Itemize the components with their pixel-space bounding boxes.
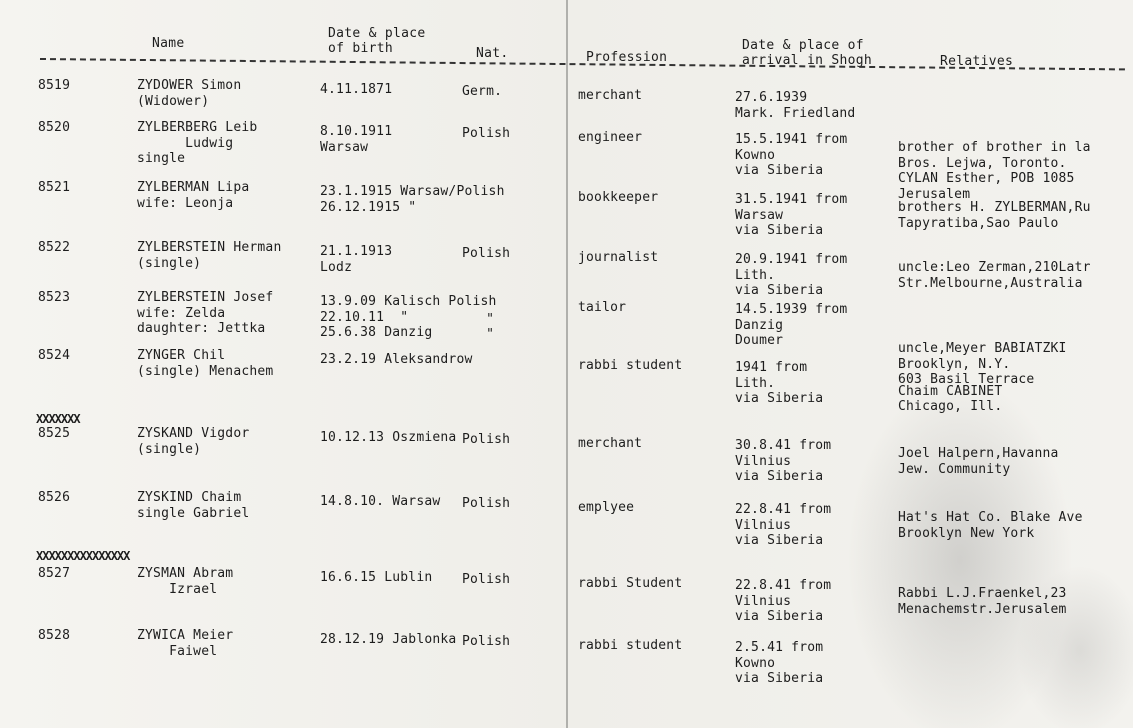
entry-nationality: Polish	[462, 126, 511, 141]
entry-relatives: Joel Halpern,Havanna Jew. Community	[898, 446, 1059, 477]
entry-name: ZYDOWER Simon (Widower)	[137, 78, 242, 109]
entry-number: 8519	[38, 78, 71, 93]
header-nationality: Nat.	[476, 46, 509, 61]
entry-arrival: 2.5.41 from Kowno via Siberia	[735, 640, 824, 686]
entry-number: 8521	[38, 180, 71, 195]
header-date-place-arrival: Date & place of arrival in Shogh	[742, 38, 873, 68]
entry-birth-date-place: 14.8.10. Warsaw	[320, 494, 441, 509]
entry-nationality: Polish	[462, 572, 511, 587]
header-relatives: Relatives	[940, 54, 1014, 69]
entry-profession: rabbi student	[578, 358, 683, 373]
entry-birth-date-place: 16.6.15 Lublin	[320, 570, 433, 585]
entry-profession: rabbi Student	[578, 576, 683, 591]
entry-nationality: " "	[486, 311, 495, 342]
entry-relatives: Rabbi L.J.Fraenkel,23 Menachemstr.Jerusalem	[898, 586, 1067, 617]
entry-profession: journalist	[578, 250, 659, 265]
entry-number: 8525	[38, 426, 71, 441]
entry-relatives: uncle:Leo Zerman,210Latr Str.Melbourne,Australia	[898, 260, 1091, 291]
entry-arrival: 20.9.1941 from Lith. via Siberia	[735, 252, 848, 298]
entry-arrival: 27.6.1939 Mark. Friedland	[735, 90, 856, 121]
entry-name: ZYLBERSTEIN Josef wife: Zelda daughter: Jettka	[137, 290, 274, 336]
header-name: Name	[152, 36, 185, 51]
entry-profession: engineer	[578, 130, 643, 145]
entry-number: 8528	[38, 628, 71, 643]
entry-arrival: 31.5.1941 from Warsaw via Siberia	[735, 192, 848, 238]
entry-arrival: 30.8.41 from Vilnius via Siberia	[735, 438, 832, 484]
entry-arrival: 14.5.1939 from Danzig Doumer	[735, 302, 848, 348]
entry-nationality: Polish	[462, 496, 511, 511]
entry-arrival: 1941 from Lith. via Siberia	[735, 360, 824, 406]
entry-relatives: brother of brother in la Bros. Lejwa, Toronto. CYLAN Esther, POB 1085 Jerusalem	[898, 140, 1091, 202]
entry-profession: bookkeeper	[578, 190, 659, 205]
strikethrough-mark-1: XXXXXXX	[36, 412, 80, 426]
entry-birth-date-place: 23.1.1915 Warsaw/Polish 26.12.1915 "	[320, 184, 505, 215]
entry-birth-date-place: 8.10.1911 Warsaw	[320, 124, 393, 155]
entry-number: 8524	[38, 348, 71, 363]
entry-profession: emplyee	[578, 500, 635, 515]
entry-profession: tailor	[578, 300, 627, 315]
entry-arrival: 15.5.1941 from Kowno via Siberia	[735, 132, 848, 178]
entry-name: ZYSKAND Vigdor (single)	[137, 426, 250, 457]
entry-arrival: 22.8.41 from Vilnius via Siberia	[735, 578, 832, 624]
entry-name: ZYLBERSTEIN Herman (single)	[137, 240, 282, 271]
entry-profession: rabbi student	[578, 638, 683, 653]
page-fold	[566, 0, 568, 728]
entry-nationality: Polish	[462, 634, 511, 649]
entry-name: ZYSKIND Chaim single Gabriel	[137, 490, 250, 521]
entry-name: ZYSMAN Abram Izrael	[137, 566, 234, 597]
entry-relatives: brothers H. ZYLBERMAN,Ru Tapyratiba,Sao Paulo	[898, 200, 1091, 231]
header-profession: Profession	[586, 50, 668, 65]
entry-profession: merchant	[578, 88, 643, 103]
entry-birth-date-place: 13.9.09 Kalisch Polish 22.10.11 " 25.6.38 Danzig	[320, 294, 497, 340]
entry-number: 8520	[38, 120, 71, 135]
entry-birth-date-place: 4.11.1871	[320, 82, 393, 97]
entry-profession: merchant	[578, 436, 643, 451]
entry-number: 8523	[38, 290, 71, 305]
entry-relatives: Hat's Hat Co. Blake Ave Brooklyn New York	[898, 510, 1083, 541]
entry-nationality: Polish	[462, 432, 511, 447]
entry-number: 8527	[38, 566, 71, 581]
entry-birth-date-place: 23.2.19 Aleksandrow	[320, 352, 473, 367]
entry-name: ZYNGER Chil (single) Menachem	[137, 348, 274, 379]
entry-birth-date-place: 28.12.19 Jablonka	[320, 632, 457, 647]
entry-arrival: 22.8.41 from Vilnius via Siberia	[735, 502, 832, 548]
entry-number: 8526	[38, 490, 71, 505]
entry-nationality: Germ.	[462, 84, 503, 99]
entry-birth-date-place: 10.12.13 Oszmiena	[320, 430, 457, 445]
entry-name: ZYLBERMAN Lipa wife: Leonja	[137, 180, 250, 211]
entry-name: ZYWICA Meier Faiwel	[137, 628, 234, 659]
entry-number: 8522	[38, 240, 71, 255]
entry-relatives: uncle,Meyer BABIATZKI Brooklyn, N.Y. 603 Basil Terrace	[898, 341, 1067, 387]
entry-birth-date-place: 21.1.1913 Lodz	[320, 244, 393, 275]
entry-name: ZYLBERBERG Leib Ludwig single	[137, 120, 258, 166]
header-date-place-birth: Date & place of birth	[328, 26, 426, 56]
strikethrough-mark-2: XXXXXXXXXXXXXXX	[36, 549, 130, 563]
entry-nationality: Polish	[462, 246, 511, 261]
entry-relatives: Chaim CABINET Chicago, Ill.	[898, 383, 1003, 414]
